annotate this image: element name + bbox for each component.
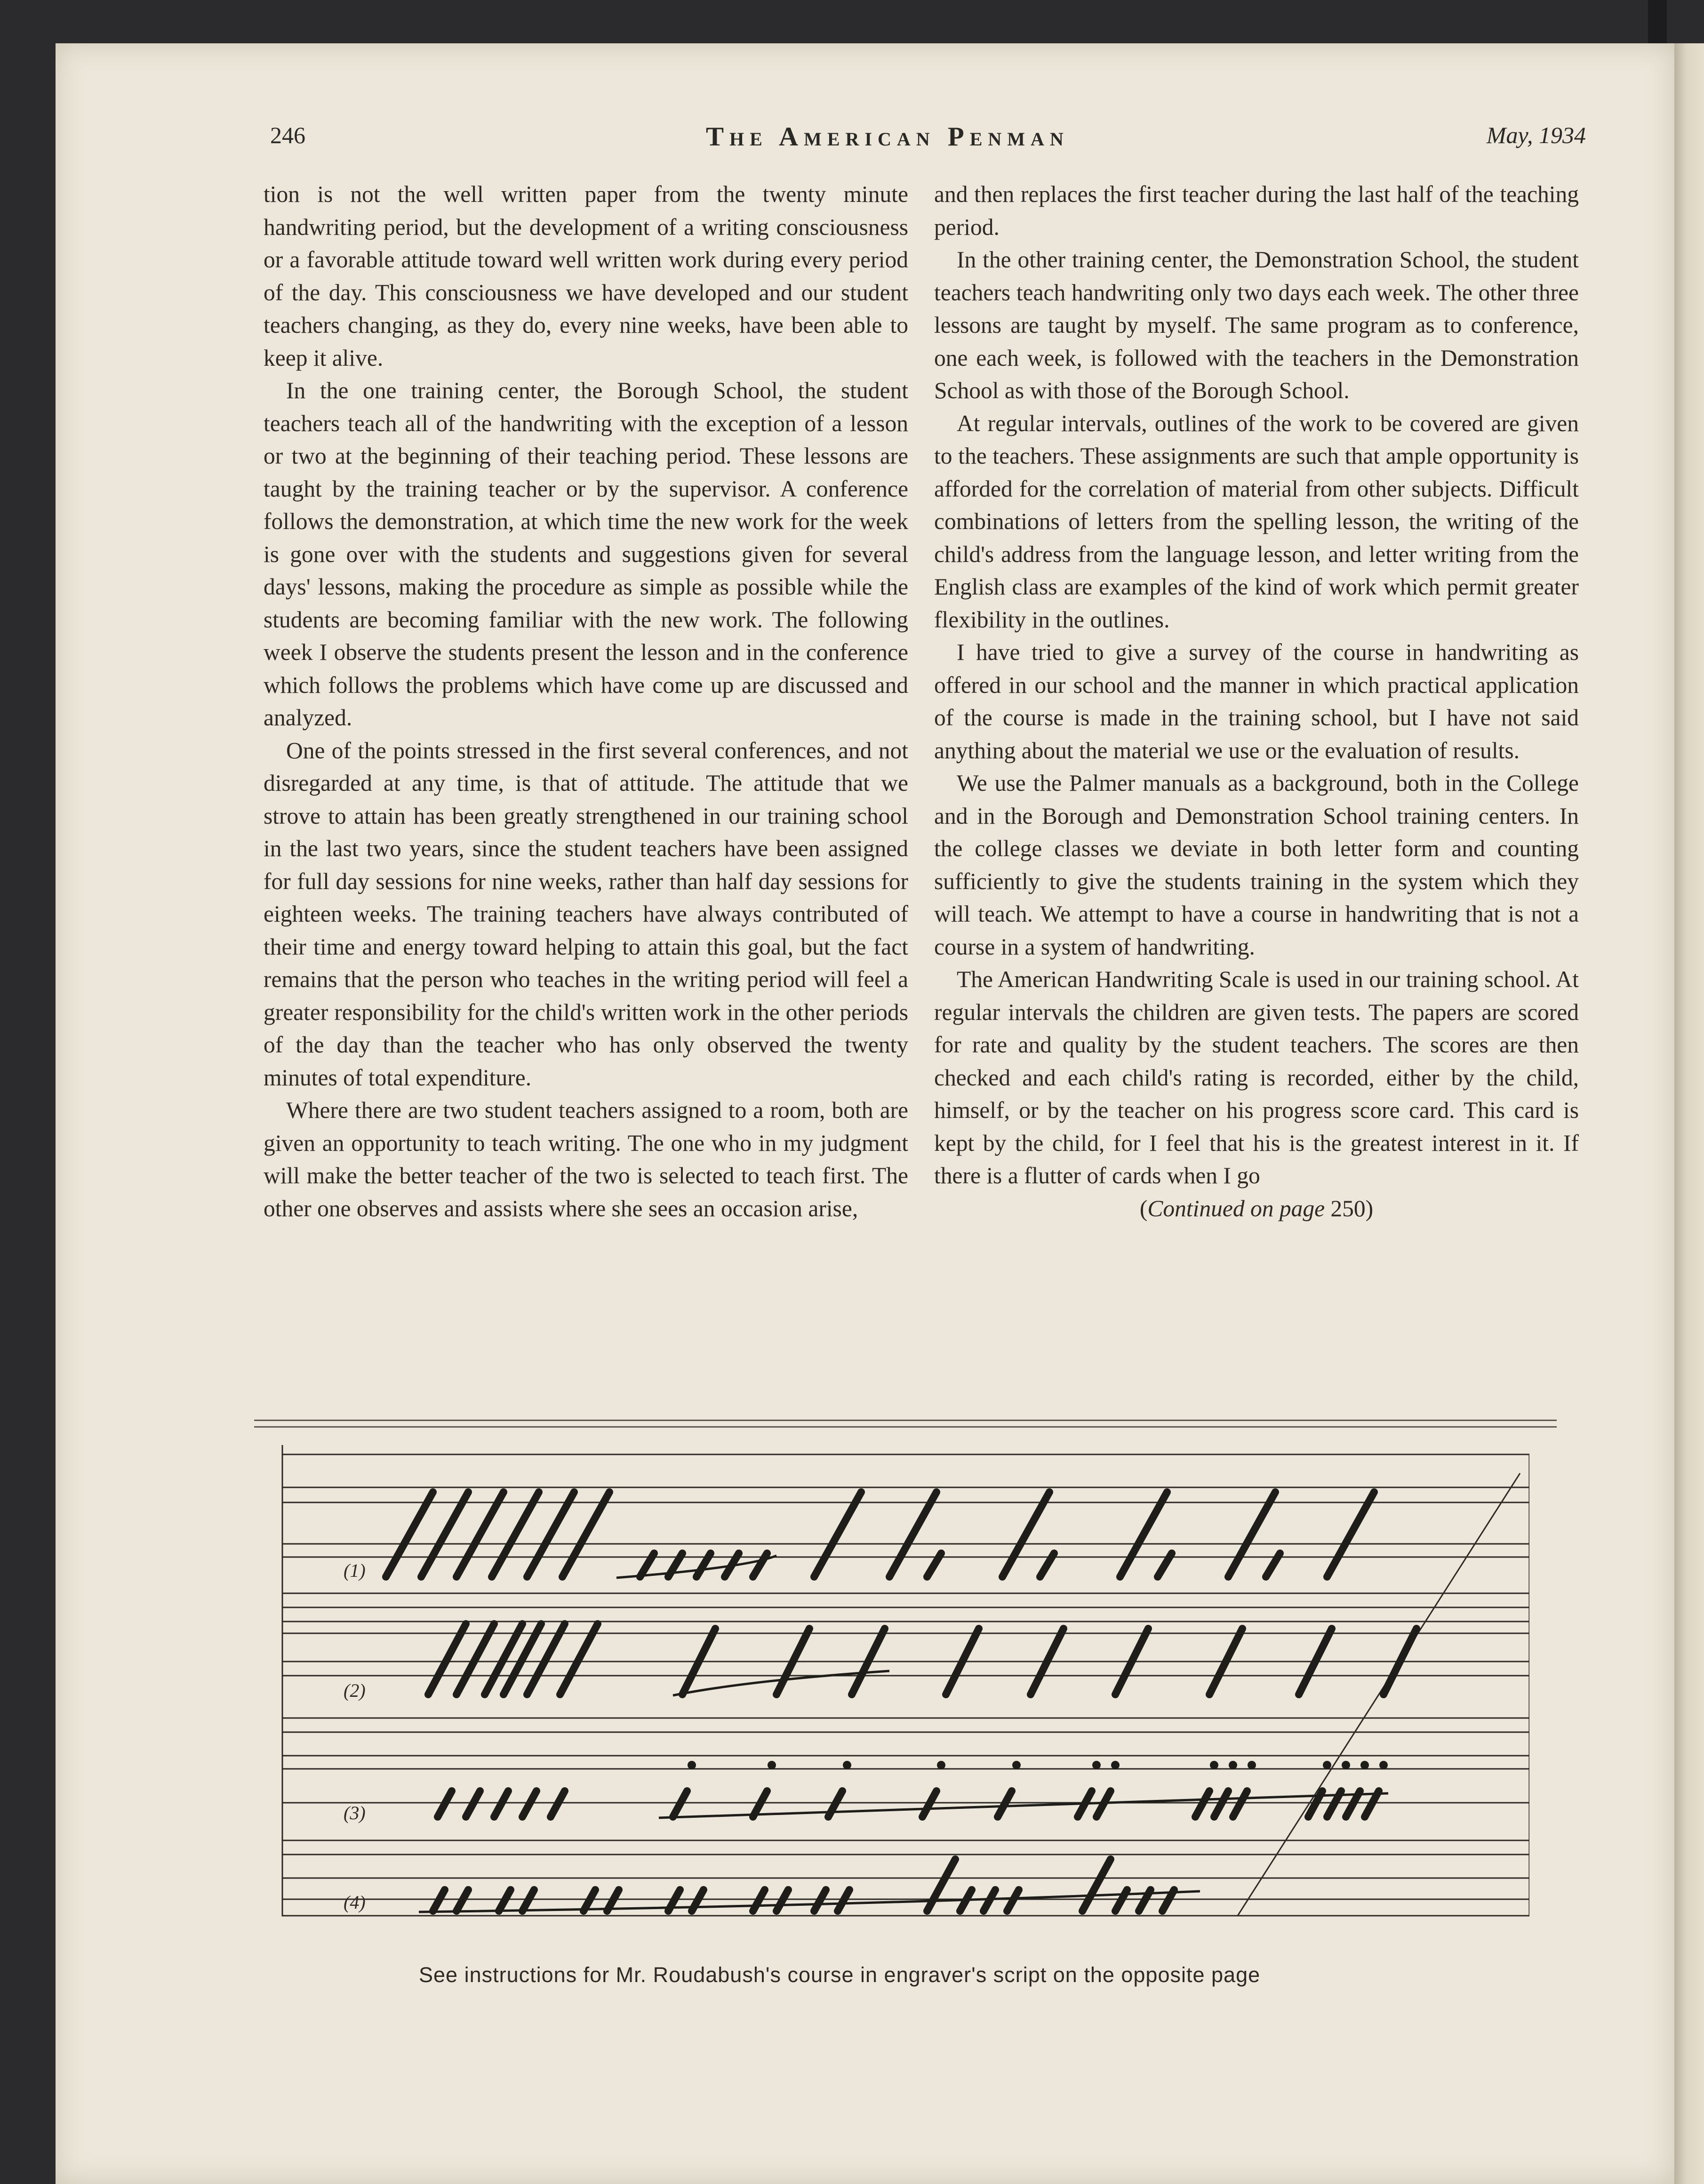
row-label-4: (4) <box>344 1892 366 1913</box>
left-paragraph-4: Where there are two student teachers assigned to a room, both are given an opportunity to teach writing. The one who in my judgment will make the better teacher of the two is selected to teach first. The other one observes and assists where she sees an occasion arise, <box>264 1097 908 1221</box>
row-label-3: (3) <box>344 1802 366 1823</box>
divider-rule <box>254 1420 1557 1421</box>
left-paragraph-1: tion is not the well written paper from the twenty minute handwriting period, but the development of a writing consciousness or a favorable attitude toward well written work during every period of the day. This consciousness we have developed and our student teachers changing, as they do, every nine weeks, have been able to keep it alive. <box>264 181 908 371</box>
row-label-2: (2) <box>344 1680 366 1701</box>
continued-page: 250 <box>1330 1195 1366 1221</box>
right-paragraph-6: The American Handwriting Scale is used in our training school. At regular intervals the children are given tests. The papers are scored for rate and quality by the student teachers. The scores are then checked and each child's rating is recorded, either by the child, himself, or by the teacher on his progress score card. This card is kept by the child, for I feel that his is the greatest interest in it. If there is a flutter of cards when I go <box>934 966 1579 1188</box>
plate-caption: See instructions for Mr. Roudabush's course in engraver's script on the opposite page <box>419 1963 1261 1987</box>
right-column <box>934 178 1579 1225</box>
continued-text: Continued on page <box>1147 1195 1325 1221</box>
right-paragraph-1: and then replaces the first teacher during the last half of the teaching period. <box>934 181 1579 240</box>
next-page-edge <box>1674 43 1704 2184</box>
right-paragraph-2: In the other training center, the Demonstration School, the student teachers teach handwriting only two days each week. The other three lessons are taught by myself. The same program as to conference, one each week, is followed with the teachers in the Demonstration School as with those of the Borough School. <box>934 247 1579 403</box>
page-number: 246 <box>270 122 305 148</box>
script-exercise-plate <box>278 1436 1529 1925</box>
left-column <box>264 178 908 1225</box>
right-paragraph-3: At regular intervals, outlines of the work to be covered are given to the teachers. These assignments are such that ample opportunity is afforded for the correlation of material from other subjects. Difficult combinations of letters from the spelling lesson, the writing of the child's address from the language lesson, and letter writing from the English class are examples of the kind of work which permit greater flexibility in the outlines. <box>934 410 1579 633</box>
right-paragraph-4: I have tried to give a survey of the course in handwriting as offered in our school and the manner in which practical application of the course is made in the training school, but I have not said anything about the material we use or the evaluation of results. <box>934 639 1579 763</box>
journal-title: The American Penman <box>706 122 1069 152</box>
issue-date: May, 1934 <box>1486 122 1586 148</box>
continued-note: (Continued on page 250) <box>1139 1195 1374 1221</box>
divider-rule-2 <box>254 1426 1557 1428</box>
left-paragraph-2: In the one training center, the Borough School, the student teachers teach all of the handwriting with the exception of a lesson or two at the beginning of their teaching period. These lessons are taught by the training teacher or by the supervisor. A conference follows the demonstration, at which time the new work for the week is gone over with the students and suggestions given for several days' lessons, making the procedure as simple as possible while the students are becoming familiar with the new work. The following week I observe the students present the lesson and in the conference which follows the problems which have come up are discussed and analyzed. <box>264 377 908 731</box>
row-label-1: (1) <box>344 1560 366 1581</box>
left-paragraph-3: One of the points stressed in the first several conferences, and not disregarded at any time, is that of attitude. The attitude that we strove to attain has been greatly strengthened in our training school in the last two years, since the student teachers have been assigned for full day sessions for nine weeks, rather than half day sessions for eighteen weeks. The training teachers have always contributed of their time and energy toward helping to attain this goal, but the fact remains that the person who teaches in the writing period will feel a greater responsibility for the child's written work in the other periods of the day than the teacher who has only observed the twenty minutes of total expenditure. <box>264 737 908 1091</box>
right-paragraph-5: We use the Palmer manuals as a background, both in the College and in the Borough and Demonstration School training centers. In the college classes we deviate in both letter form and counting sufficiently to give the students training in the system which they will teach. We attempt to have a course in handwriting that is not a course in a system of handwriting. <box>934 770 1579 960</box>
